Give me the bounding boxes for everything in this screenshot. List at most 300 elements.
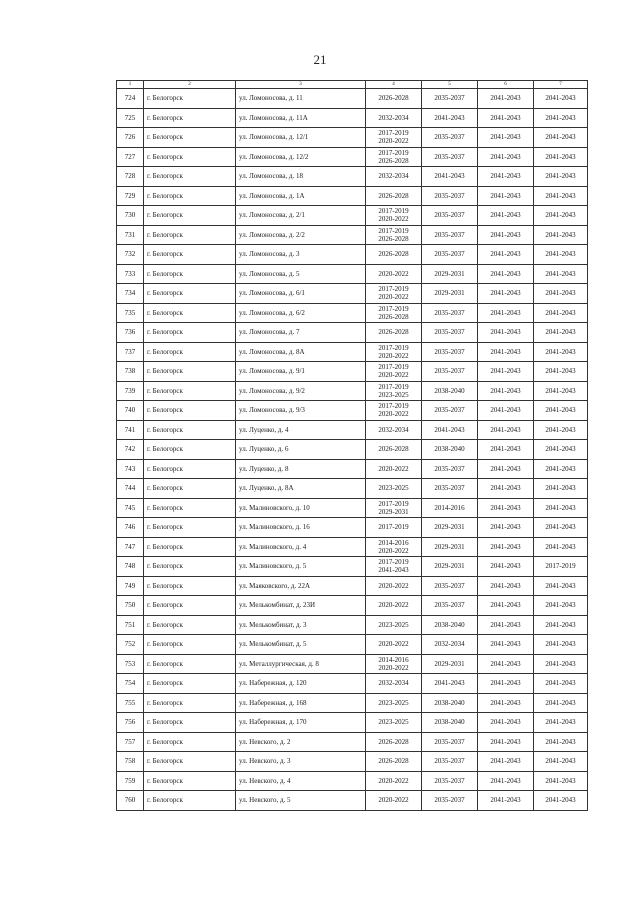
address-cell: ул. Луценко, д. 6	[236, 440, 366, 460]
period-cell-3	[478, 128, 534, 148]
table-row	[117, 732, 588, 752]
period-value: 2035-2037	[434, 347, 465, 356]
period-value: 2035-2037	[434, 796, 465, 805]
city-cell: г. Белогорск	[144, 732, 236, 752]
period-cell-3	[478, 245, 534, 265]
period-value: 2041-2043	[490, 581, 521, 590]
city-cell: г. Белогорск	[144, 225, 236, 245]
period-cell-4	[534, 752, 588, 772]
period-cell-2	[422, 459, 478, 479]
period-value: 2041-2043	[490, 269, 521, 278]
period-cell-1	[366, 635, 422, 655]
city-cell: г. Белогорск	[144, 303, 236, 323]
address-cell: ул. Набережная, д. 170	[236, 713, 366, 733]
period-cell-3	[478, 108, 534, 128]
period-value: 2041-2043	[490, 367, 521, 376]
period-cell-3	[478, 303, 534, 323]
period-value: 2020-2022	[378, 371, 409, 380]
period-cell-4	[534, 557, 588, 577]
period-cell-3	[478, 459, 534, 479]
row-number-cell: 751	[117, 615, 144, 635]
period-cell-4	[534, 264, 588, 284]
period-value: 2041-2043	[545, 542, 576, 551]
city-cell: г. Белогорск	[144, 342, 236, 362]
period-value: 2041-2043	[545, 464, 576, 473]
period-value: 2014-2016	[378, 538, 409, 547]
address-cell: ул. Ломоносова, д. 9/2	[236, 381, 366, 401]
city-cell: г. Белогорск	[144, 420, 236, 440]
period-cell-1	[366, 323, 422, 343]
row-number-cell: 734	[117, 284, 144, 304]
period-cell-1	[366, 401, 422, 421]
period-value: 2035-2037	[434, 757, 465, 766]
period-value: 2017-2019	[378, 402, 409, 411]
period-value: 2029-2031	[378, 507, 409, 516]
period-cell-2	[422, 596, 478, 616]
period-value: 2017-2019	[378, 523, 409, 532]
address-cell: ул. Металлургическая, д. 8	[236, 654, 366, 674]
period-cell-4	[534, 108, 588, 128]
period-value: 2041-2043	[545, 503, 576, 512]
period-cell-3	[478, 615, 534, 635]
period-value: 2017-2019	[378, 285, 409, 294]
period-cell-4	[534, 537, 588, 557]
table-row	[117, 401, 588, 421]
row-number-cell: 725	[117, 108, 144, 128]
period-value: 2026-2028	[378, 234, 409, 243]
address-cell: ул. Ломоносова, д. 6/1	[236, 284, 366, 304]
period-value: 2041-2043	[545, 523, 576, 532]
period-cell-1	[366, 362, 422, 382]
period-cell-2	[422, 518, 478, 538]
row-number-cell: 747	[117, 537, 144, 557]
column-header: 7	[534, 81, 588, 89]
period-cell-1	[366, 186, 422, 206]
period-value: 2041-2043	[490, 523, 521, 532]
row-number-cell: 756	[117, 713, 144, 733]
page-number: 21	[313, 52, 327, 67]
period-cell-1	[366, 147, 422, 167]
period-cell-1	[366, 108, 422, 128]
period-value: 2035-2037	[434, 776, 465, 785]
table-row	[117, 479, 588, 499]
period-cell-3	[478, 771, 534, 791]
period-cell-3	[478, 635, 534, 655]
period-value: 2041-2043	[545, 191, 576, 200]
city-cell: г. Белогорск	[144, 362, 236, 382]
period-value: 2041-2043	[545, 386, 576, 395]
table-row	[117, 108, 588, 128]
period-cell-2	[422, 791, 478, 811]
period-value: 2041-2043	[490, 737, 521, 746]
period-cell-3	[478, 498, 534, 518]
period-cell-1	[366, 167, 422, 187]
city-cell: г. Белогорск	[144, 89, 236, 109]
city-cell: г. Белогорск	[144, 381, 236, 401]
period-value: 2041-2043	[490, 698, 521, 707]
period-value: 2014-2016	[378, 655, 409, 664]
period-value: 2041-2043	[490, 191, 521, 200]
period-cell-4	[534, 674, 588, 694]
city-cell: г. Белогорск	[144, 206, 236, 226]
period-cell-1	[366, 225, 422, 245]
period-value: 2020-2022	[378, 464, 409, 473]
period-value: 2041-2043	[490, 406, 521, 415]
period-cell-2	[422, 401, 478, 421]
period-cell-1	[366, 615, 422, 635]
period-cell-4	[534, 713, 588, 733]
row-number-cell: 740	[117, 401, 144, 421]
table-row	[117, 264, 588, 284]
period-cell-1	[366, 674, 422, 694]
row-number-cell: 742	[117, 440, 144, 460]
city-cell: г. Белогорск	[144, 459, 236, 479]
city-cell: г. Белогорск	[144, 167, 236, 187]
period-value: 2020-2022	[378, 269, 409, 278]
period-cell-4	[534, 791, 588, 811]
period-cell-4	[534, 362, 588, 382]
table-row	[117, 147, 588, 167]
address-cell: ул. Малиновского, д. 5	[236, 557, 366, 577]
period-cell-1	[366, 342, 422, 362]
period-cell-3	[478, 264, 534, 284]
period-value: 2035-2037	[434, 133, 465, 142]
period-value: 2017-2019	[378, 207, 409, 216]
period-value: 2023-2025	[378, 718, 409, 727]
row-number-cell: 726	[117, 128, 144, 148]
period-cell-1	[366, 381, 422, 401]
period-value: 2041-2043	[545, 659, 576, 668]
address-cell: ул. Ломоносова, д. 7	[236, 323, 366, 343]
period-value: 2041-2043	[545, 230, 576, 239]
address-cell: ул. Невского, д. 5	[236, 791, 366, 811]
period-cell-4	[534, 128, 588, 148]
address-cell: ул. Малиновского, д. 10	[236, 498, 366, 518]
address-cell: ул. Маяковского, д. 22А	[236, 576, 366, 596]
period-cell-3	[478, 713, 534, 733]
period-value: 2026-2028	[378, 328, 409, 337]
period-value: 2026-2028	[378, 445, 409, 454]
period-value: 2038-2040	[434, 698, 465, 707]
table-row	[117, 459, 588, 479]
period-cell-4	[534, 498, 588, 518]
table-row	[117, 615, 588, 635]
period-value: 2020-2022	[378, 410, 409, 419]
city-cell: г. Белогорск	[144, 615, 236, 635]
period-cell-1	[366, 518, 422, 538]
period-cell-2	[422, 635, 478, 655]
address-cell: ул. Мелькомбинат, д. 5	[236, 635, 366, 655]
period-cell-3	[478, 479, 534, 499]
period-value: 2032-2034	[434, 640, 465, 649]
period-value: 2035-2037	[434, 191, 465, 200]
city-cell: г. Белогорск	[144, 791, 236, 811]
period-cell-2	[422, 225, 478, 245]
table-row	[117, 323, 588, 343]
city-cell: г. Белогорск	[144, 479, 236, 499]
row-number-cell: 744	[117, 479, 144, 499]
address-cell: ул. Набережная, д. 120	[236, 674, 366, 694]
period-value: 2032-2034	[378, 113, 409, 122]
address-cell: ул. Ломоносова, д. 6/2	[236, 303, 366, 323]
period-cell-1	[366, 440, 422, 460]
period-cell-4	[534, 459, 588, 479]
row-number-cell: 760	[117, 791, 144, 811]
period-cell-2	[422, 615, 478, 635]
period-cell-2	[422, 479, 478, 499]
period-value: 2041-2043	[545, 757, 576, 766]
city-cell: г. Белогорск	[144, 323, 236, 343]
period-value: 2041-2043	[490, 484, 521, 493]
period-cell-1	[366, 557, 422, 577]
period-value: 2041-2043	[490, 113, 521, 122]
address-cell: ул. Невского, д. 2	[236, 732, 366, 752]
period-value: 2041-2043	[490, 133, 521, 142]
city-cell: г. Белогорск	[144, 654, 236, 674]
period-cell-3	[478, 225, 534, 245]
column-header: 4	[366, 81, 422, 89]
schedule-table	[116, 80, 588, 811]
period-value: 2035-2037	[434, 211, 465, 220]
period-value: 2041-2043	[490, 152, 521, 161]
city-cell: г. Белогорск	[144, 186, 236, 206]
period-cell-4	[534, 635, 588, 655]
address-cell: ул. Ломоносова, д. 18	[236, 167, 366, 187]
period-value: 2035-2037	[434, 328, 465, 337]
period-cell-2	[422, 108, 478, 128]
table-row	[117, 498, 588, 518]
period-cell-2	[422, 713, 478, 733]
table-row	[117, 167, 588, 187]
period-value: 2023-2025	[378, 698, 409, 707]
table-row	[117, 303, 588, 323]
period-cell-1	[366, 89, 422, 109]
period-cell-3	[478, 401, 534, 421]
period-cell-3	[478, 323, 534, 343]
row-number-cell: 757	[117, 732, 144, 752]
period-value: 2041-2043	[490, 172, 521, 181]
period-cell-4	[534, 576, 588, 596]
period-value: 2041-2043	[545, 445, 576, 454]
period-cell-4	[534, 89, 588, 109]
row-number-cell: 739	[117, 381, 144, 401]
period-value: 2020-2022	[378, 351, 409, 360]
period-cell-2	[422, 89, 478, 109]
period-value: 2035-2037	[434, 464, 465, 473]
period-value: 2020-2022	[378, 796, 409, 805]
table-body	[117, 81, 588, 811]
city-cell: г. Белогорск	[144, 147, 236, 167]
period-cell-3	[478, 206, 534, 226]
period-cell-1	[366, 732, 422, 752]
table-row	[117, 771, 588, 791]
period-value: 2041-2043	[545, 581, 576, 590]
table-row	[117, 791, 588, 811]
address-cell: ул. Набережная, д. 168	[236, 693, 366, 713]
period-cell-3	[478, 186, 534, 206]
period-cell-2	[422, 440, 478, 460]
table-row	[117, 186, 588, 206]
period-cell-2	[422, 381, 478, 401]
address-cell: ул. Невского, д. 3	[236, 752, 366, 772]
period-cell-1	[366, 284, 422, 304]
period-value: 2041-2043	[545, 620, 576, 629]
period-value: 2020-2022	[378, 137, 409, 146]
period-value: 2041-2043	[490, 562, 521, 571]
row-number-cell: 752	[117, 635, 144, 655]
period-cell-2	[422, 264, 478, 284]
period-value: 2026-2028	[378, 737, 409, 746]
period-value: 2038-2040	[434, 386, 465, 395]
period-cell-3	[478, 557, 534, 577]
period-cell-3	[478, 284, 534, 304]
period-cell-2	[422, 284, 478, 304]
period-value: 2020-2022	[378, 601, 409, 610]
period-value: 2035-2037	[434, 737, 465, 746]
period-cell-4	[534, 401, 588, 421]
period-cell-3	[478, 596, 534, 616]
period-value: 2041-2043	[490, 425, 521, 434]
period-value: 2017-2019	[378, 363, 409, 372]
period-value: 2029-2031	[434, 562, 465, 571]
table-row	[117, 225, 588, 245]
column-header: 2	[144, 81, 236, 89]
period-value: 2020-2022	[378, 663, 409, 672]
period-value: 2035-2037	[434, 94, 465, 103]
period-cell-2	[422, 206, 478, 226]
period-cell-3	[478, 440, 534, 460]
period-cell-4	[534, 732, 588, 752]
period-value: 2041-2043	[490, 659, 521, 668]
period-cell-1	[366, 479, 422, 499]
period-value: 2041-2043	[490, 347, 521, 356]
period-value: 2017-2019	[545, 562, 576, 571]
address-cell: ул. Ломоносова, д. 8А	[236, 342, 366, 362]
period-cell-2	[422, 147, 478, 167]
period-cell-4	[534, 381, 588, 401]
city-cell: г. Белогорск	[144, 264, 236, 284]
address-cell: ул. Малиновского, д. 4	[236, 537, 366, 557]
period-value: 2041-2043	[545, 328, 576, 337]
period-value: 2029-2031	[434, 659, 465, 668]
city-cell: г. Белогорск	[144, 537, 236, 557]
period-cell-2	[422, 186, 478, 206]
period-value: 2041-2043	[545, 367, 576, 376]
table-row	[117, 635, 588, 655]
period-cell-1	[366, 791, 422, 811]
period-value: 2041-2043	[490, 250, 521, 259]
address-cell: ул. Малиновского, д. 16	[236, 518, 366, 538]
period-cell-4	[534, 245, 588, 265]
period-cell-3	[478, 362, 534, 382]
period-value: 2041-2043	[490, 289, 521, 298]
period-value: 2041-2043	[490, 640, 521, 649]
city-cell: г. Белогорск	[144, 245, 236, 265]
row-number-cell: 733	[117, 264, 144, 284]
period-value: 2041-2043	[490, 445, 521, 454]
period-cell-4	[534, 654, 588, 674]
period-cell-4	[534, 596, 588, 616]
period-value: 2023-2025	[378, 390, 409, 399]
period-value: 2041-2043	[545, 484, 576, 493]
period-value: 2041-2043	[545, 269, 576, 278]
row-number-cell: 754	[117, 674, 144, 694]
period-value: 2041-2043	[490, 718, 521, 727]
period-value: 2035-2037	[434, 367, 465, 376]
period-value: 2026-2028	[378, 250, 409, 259]
table-row	[117, 362, 588, 382]
period-value: 2017-2019	[378, 558, 409, 567]
period-cell-2	[422, 303, 478, 323]
period-value: 2041-2043	[545, 698, 576, 707]
period-cell-4	[534, 440, 588, 460]
period-cell-4	[534, 167, 588, 187]
table-row	[117, 693, 588, 713]
period-cell-4	[534, 284, 588, 304]
city-cell: г. Белогорск	[144, 752, 236, 772]
period-value: 2035-2037	[434, 152, 465, 161]
period-value: 2041-2043	[490, 601, 521, 610]
period-cell-2	[422, 362, 478, 382]
row-number-cell: 737	[117, 342, 144, 362]
column-header: 1	[117, 81, 144, 89]
address-cell: ул. Ломоносова, д. 1А	[236, 186, 366, 206]
period-cell-1	[366, 206, 422, 226]
period-cell-2	[422, 654, 478, 674]
period-value: 2041-2043	[490, 679, 521, 688]
period-value: 2041-2043	[490, 776, 521, 785]
period-value: 2041-2043	[545, 133, 576, 142]
table-row	[117, 674, 588, 694]
table-row	[117, 342, 588, 362]
period-cell-3	[478, 693, 534, 713]
period-cell-2	[422, 693, 478, 713]
period-value: 2041-2043	[545, 796, 576, 805]
period-value: 2041-2043	[490, 542, 521, 551]
table-row	[117, 128, 588, 148]
period-value: 2041-2043	[490, 211, 521, 220]
period-value: 2041-2043	[545, 113, 576, 122]
period-cell-1	[366, 537, 422, 557]
row-number-cell: 728	[117, 167, 144, 187]
row-number-cell: 758	[117, 752, 144, 772]
period-value: 2023-2025	[378, 620, 409, 629]
period-cell-1	[366, 693, 422, 713]
city-cell: г. Белогорск	[144, 284, 236, 304]
row-number-cell: 729	[117, 186, 144, 206]
column-header: 3	[236, 81, 366, 89]
period-cell-1	[366, 498, 422, 518]
period-cell-3	[478, 791, 534, 811]
city-cell: г. Белогорск	[144, 518, 236, 538]
period-value: 2029-2031	[434, 269, 465, 278]
city-cell: г. Белогорск	[144, 713, 236, 733]
period-value: 2014-2016	[434, 503, 465, 512]
period-cell-3	[478, 576, 534, 596]
period-value: 2041-2043	[490, 94, 521, 103]
period-value: 2017-2019	[378, 129, 409, 138]
city-cell: г. Белогорск	[144, 128, 236, 148]
period-value: 2020-2022	[378, 215, 409, 224]
period-value: 2017-2019	[378, 226, 409, 235]
period-cell-2	[422, 771, 478, 791]
row-number-cell: 727	[117, 147, 144, 167]
period-value: 2041-2043	[545, 250, 576, 259]
period-value: 2041-2043	[545, 718, 576, 727]
period-value: 2035-2037	[434, 308, 465, 317]
period-cell-4	[534, 186, 588, 206]
address-cell: ул. Ломоносова, д. 2/2	[236, 225, 366, 245]
